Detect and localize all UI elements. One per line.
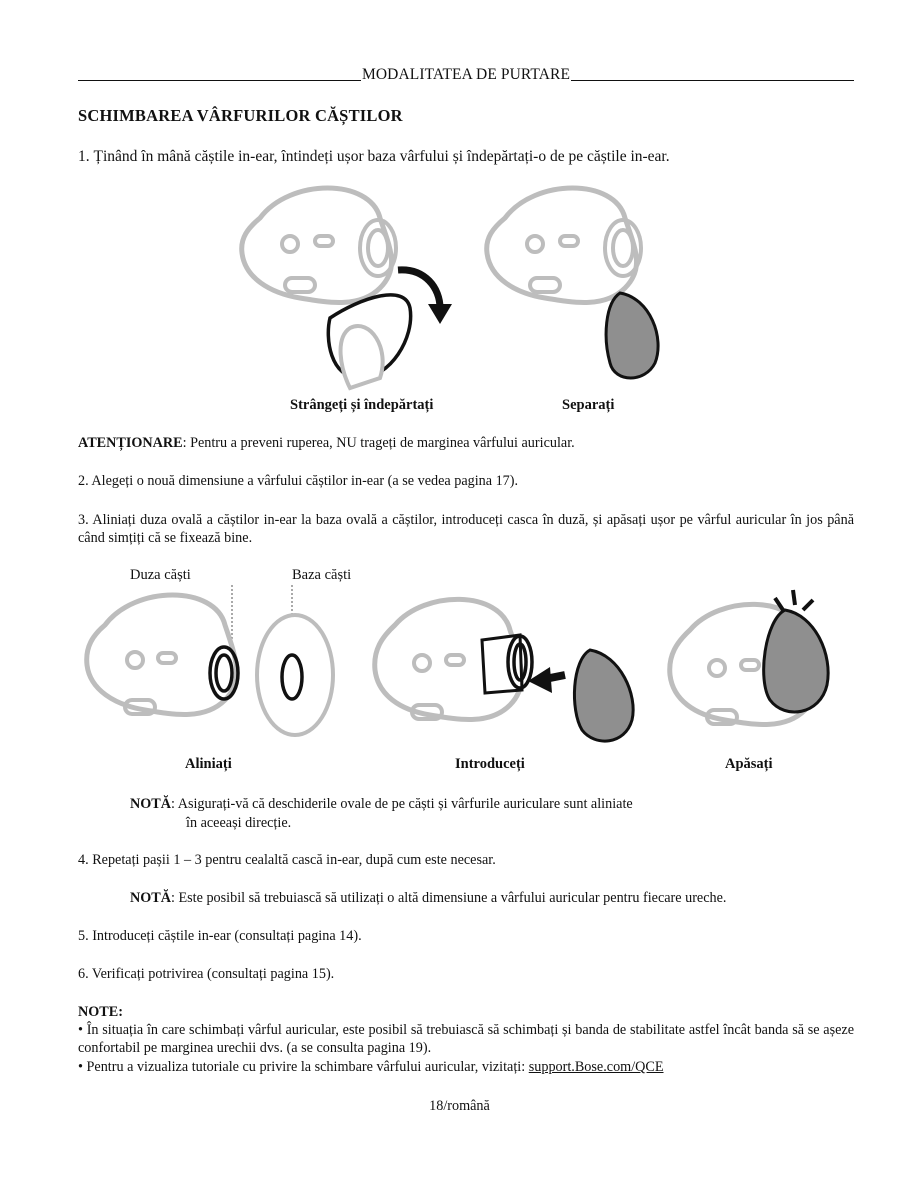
step-4: 4. Repetați pașii 1 – 3 pentru cealaltă cască in-ear, după cum este necesar.: [78, 852, 496, 868]
eartip-front: [257, 615, 333, 735]
caption-press: Apăsați: [725, 756, 773, 772]
caption-align: Aliniați: [185, 756, 232, 772]
step-6: 6. Verificați potrivirea (consultați pagina 15).: [78, 966, 335, 982]
note-2-label: NOTĂ: [130, 890, 171, 906]
note-1: [130, 795, 633, 813]
header-rule-right: [571, 66, 854, 81]
note-2-text: : Este posibil să trebuiască să utilizați o altă dimensiune a vârfului auricular pentru fiecare ureche.: [171, 890, 727, 906]
label-nozzle: Duza căști: [130, 567, 191, 583]
notes-heading: [78, 1003, 123, 1021]
step-2: 2. Alegeți o nouă dimensiune a vârfului căștilor in-ear (a se vedea pagina 17).: [78, 473, 519, 489]
notes-bullet-2: [78, 1058, 664, 1076]
note-2: [130, 889, 726, 907]
caption-squeeze-remove: Strângeți și îndepărtați: [290, 397, 434, 413]
notes-bullet-2-text: • Pentru a vizualiza tutoriale cu privire la schimbare vârfului auricular, vizitați:: [78, 1059, 529, 1075]
figure-align: [80, 585, 360, 750]
page-title: SCHIMBAREA VÂRFURILOR CĂȘTILOR: [78, 106, 403, 125]
warning-label: ATENȚIONARE: [78, 435, 183, 451]
support-link[interactable]: support.Bose.com/QCE: [528, 1059, 664, 1075]
figure-press: [665, 590, 845, 750]
figure-squeeze-remove: [230, 178, 470, 388]
rotate-arrow-icon: [398, 270, 440, 308]
note-1-line1: : Asigurați-vă că deschiderile ovale de pe căști și vârfurile auriculare sunt aliniate: [171, 796, 633, 812]
page-number: 18/română: [429, 1098, 490, 1114]
note-1-line2: în aceeași direcție.: [186, 815, 292, 831]
caption-separate: Separați: [562, 397, 615, 413]
section-title: MODALITATEA DE PURTARE: [361, 66, 571, 83]
step-5: 5. Introduceți căștile in-ear (consultați pagina 14).: [78, 928, 362, 944]
step-1: 1. Ținând în mână căștile in-ear, întindeți ușor baza vârfului și îndepărtați-o de pe căștile in-ear.: [78, 148, 670, 165]
label-base: Baza căști: [292, 567, 352, 583]
caption-insert: Introduceți: [455, 756, 525, 772]
figure-separated: [475, 178, 675, 388]
click-mark-icon: [793, 590, 795, 605]
note-1-label: NOTĂ: [130, 796, 171, 812]
warning-text: : Pentru a preveni ruperea, NU trageți de marginea vârfului auricular.: [182, 435, 575, 451]
notes-bullet-1: • În situația în care schimbați vârful auricular, este posibil să trebuiască să schimbați și banda de stabilitate astfel încât banda să se așeze confortabil pe marginea urechii dvs. (a se consulta pagina 19).: [78, 1022, 854, 1056]
arrow-head-icon: [428, 304, 452, 324]
click-mark-icon: [803, 600, 813, 610]
eartip: [606, 293, 658, 378]
eartip: [574, 650, 633, 741]
section-header: [78, 66, 854, 84]
step-3: 3. Aliniați duza ovală a căștilor in-ear la baza ovală a căștilor, introduceți casca în duză, și apăsați ușor pe vârful auricular în jos până când simțiți că se fixează bine.: [78, 512, 854, 546]
eartip: [764, 610, 828, 712]
finger-icon: [341, 326, 383, 388]
warning: [78, 434, 575, 452]
header-rule-left: [78, 66, 361, 81]
notes-heading-text: NOTE:: [78, 1004, 123, 1020]
figure-insert: [370, 595, 650, 745]
